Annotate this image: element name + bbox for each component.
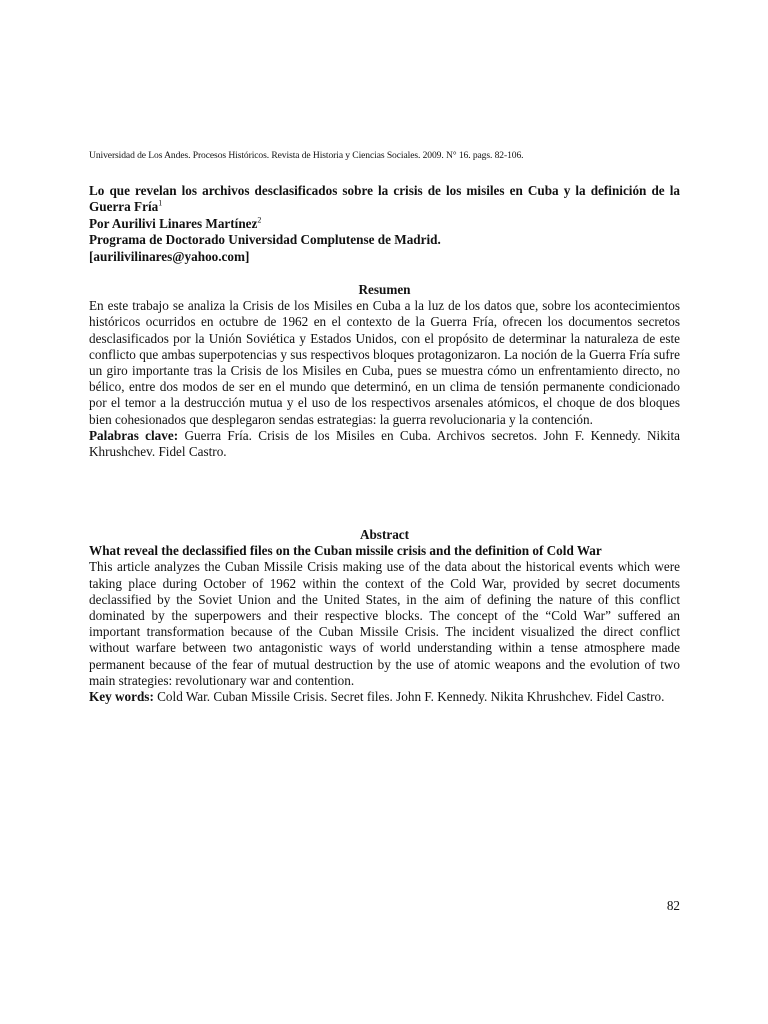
abstract-body: This article analyzes the Cuban Missile Crisis making use of the data about the historical events which were taking place during October of 1962 within the context of the Cold War, provided by secret documents declassified by the Soviet Union and the United States, in the aim of defining the nature of this conflict dominated by the superpowers and their respective blocks. The concept of the “Cold War” suffered an important transformation because of the Cuban Missile Crisis. The incident visualized the direct conflict without warfare between two antagonistic ways of world understanding within a tense atmosphere made permanent because of the fear of mutual destruction by the use of atomic weapons and the evolution of two main strategies: revolutionary war and contention. [89,559,680,688]
abstract-heading: Abstract [359,527,410,542]
author-email[interactable]: [aurilivilinares@yahoo.com] [89,248,250,264]
author-affiliation: Programa de Doctorado Universidad Complutense de Madrid. [89,232,441,248]
abstract-keywords [89,689,680,705]
article-title-text: Lo que revelan los archivos desclasificados sobre la crisis de los misiles en Cuba y la definición de la Guerra Fría [89,183,680,215]
author-footnote-marker[interactable]: 2 [257,215,262,225]
abstract-subtitle: What reveal the declassified files on the Cuban missile crisis and the definition of Cold War [89,543,602,559]
abstract-section [89,527,680,705]
resumen-section [89,282,680,460]
resumen-keywords-text: Guerra Fría. Crisis de los Misiles en Cuba. Archivos secretos. John F. Kennedy. Nikita Khrushchev. Fidel Castro. [89,427,680,460]
author-line [89,216,680,232]
abstract-keywords-text: Cold War. Cuban Missile Crisis. Secret files. John F. Kennedy. Nikita Khrushchev. Fidel Castro. [157,689,665,705]
document-page [89,0,680,1024]
resumen-keywords [89,428,680,460]
title-block [89,183,680,265]
resumen-keywords-label: Palabras clave: [89,427,179,443]
abstract-keywords-label: Key words: [89,689,154,705]
resumen-body: En este trabajo se analiza la Crisis de los Misiles en Cuba a la luz de los datos que, sobre los acontecimientos históricos ocurridos en octubre de 1962 en el contexto de la Guerra Fría, ofrecen los documentos secretos desclasificados por la Unión Soviética y Estados Unidos, con el propósito de determinar la naturaleza de este conflicto que ambas superpotencias y sus respectivos bloques protagonizaron. La noción de la Guerra Fría sufre un giro importante tras la Crisis de los Misiles en Cuba, pues se muestra cómo un enfrentamiento directo, no bélico, entre dos modos de ser en el mundo que determinó, en un clima de tensión permanente condicionado por el temor a la destrucción mutua y el uso de los respectivos arsenales atómicos, el choque de dos bloques bien cohesionados que desplegaron sendas estrategias: la guerra revolucionaria y la contención. [89,298,680,427]
journal-citation: Universidad de Los Andes. Procesos Históricos. Revista de Historia y Ciencias Sociales. 2009. N° 16. pags. 82-106. [89,150,524,161]
resumen-heading: Resumen [358,282,411,297]
title-footnote-marker[interactable]: 1 [158,199,163,209]
page-number: 82 [666,898,680,913]
author-name: Por Aurilivi Linares Martínez [89,215,258,231]
article-title [89,183,680,216]
